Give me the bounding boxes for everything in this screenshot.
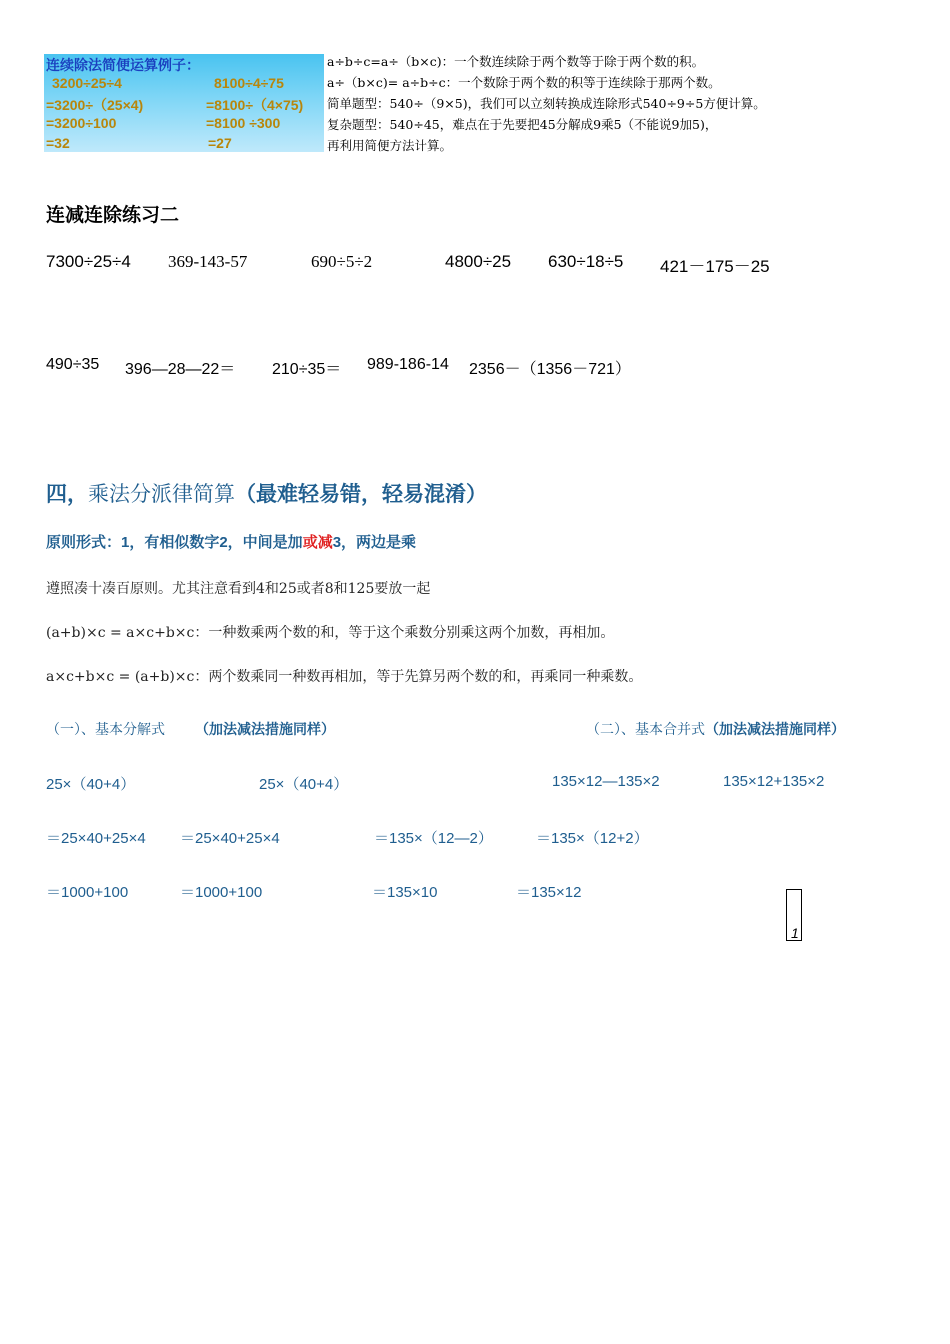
practice-item: 4800÷25 (445, 252, 512, 271)
practice-item: 7300÷25÷4 (46, 252, 131, 271)
example-right-line: 8100÷4÷75 (214, 75, 284, 91)
practice-item: 369-143-57 (168, 252, 248, 271)
subheading-label: （二）、基本合并式 (586, 722, 705, 738)
practice-title: 连减连除练习二 (46, 205, 180, 226)
example-left-line: =3200÷（25×4) (46, 97, 144, 113)
example-right-line: =27 (208, 135, 232, 151)
calc-item: ＝135×（12+2） (536, 830, 649, 847)
calc-item: ＝135×10 (372, 884, 438, 901)
rule-line: 复杂题型：540÷45，难点在于先要把45分解成9乘5（不能说9加5)， (327, 117, 718, 132)
rule-line: a÷b÷c=a÷（b×c)：一个数连续除于两个数等于除于两个数的积。 (327, 54, 705, 69)
subheading-note: （加法减法措施同样） (195, 722, 335, 738)
principle-text: 原则形式：1，有相似数字2，中间是加 (46, 534, 303, 551)
calc-item: ＝135×（12—2） (374, 830, 493, 847)
section4-title (46, 478, 487, 508)
example-title: 连续除法简便运算例子： (46, 57, 200, 73)
calc-item: ＝25×40+25×4 (180, 830, 280, 847)
principle-highlight: 或减 (302, 534, 333, 551)
subheading-combine (586, 719, 845, 739)
rule-line: a÷（b×c)= a÷b÷c：一个数除于两个数的积等于连续除于那两个数。 (327, 75, 721, 90)
section4-title-prefix: 四， (46, 482, 88, 506)
page-number: 1 (791, 925, 799, 941)
calc-item: 25×（40+4） (46, 776, 136, 793)
example-right-line: =8100 ÷300 (206, 115, 281, 131)
principle-text: 3，两边是乘 (332, 534, 417, 551)
rule-line: 简单题型：540÷（9×5)，我们可以立刻转换成连除形式540÷9÷5方便计算。 (327, 96, 766, 111)
practice-item: 396—28—22＝ (125, 361, 236, 378)
example-right-line: =8100÷（4×75) (206, 97, 304, 113)
body-line: 遵照凑十凑百原则。尤其注意看到4和25或者8和125要放一起 (46, 581, 431, 597)
subheading-decompose (46, 719, 335, 739)
body-line: a×c+b×c = (a+b)×c：两个数乘同一种数再相加，等于先算另两个数的和，再乘同一种乘数。 (46, 669, 643, 685)
example-left-line: 3200÷25÷4 (52, 75, 122, 91)
practice-item: 989-186-14 (367, 356, 449, 373)
calc-item: ＝135×12 (516, 884, 582, 901)
practice-item: 630÷18÷5 (548, 252, 624, 271)
subheading-note: （加法减法措施同样） (705, 722, 845, 738)
section4-title-suffix: （最难轻易错，轻易混淆） (235, 482, 487, 506)
calc-item: 25×（40+4） (259, 776, 349, 793)
principle-line (46, 531, 416, 552)
calc-item: 135×12—135×2 (552, 773, 660, 790)
rule-line: 再利用简便方法计算。 (327, 138, 453, 153)
practice-item: 210÷35＝ (272, 361, 342, 378)
subheading-label: （一）、基本分解式 (46, 722, 165, 738)
section4-title-main: 乘法分派律简算 (88, 482, 235, 506)
calc-item: 135×12+135×2 (723, 773, 825, 790)
example-left-line: =32 (46, 135, 70, 151)
practice-item: 2356－（1356－721） (469, 361, 631, 378)
example-left-line: =3200÷100 (46, 115, 117, 131)
practice-item: 421－175－25 (660, 257, 770, 276)
practice-item: 690÷5÷2 (311, 252, 373, 271)
calc-item: ＝25×40+25×4 (46, 830, 146, 847)
body-line: (a+b)×c = a×c+b×c：一种数乘两个数的和，等于这个乘数分别乘这两个加数，再相加。 (46, 625, 615, 641)
calc-item: ＝1000+100 (46, 884, 129, 901)
calc-item: ＝1000+100 (180, 884, 263, 901)
example-box (44, 54, 324, 152)
practice-item: 490÷35 (46, 356, 100, 373)
